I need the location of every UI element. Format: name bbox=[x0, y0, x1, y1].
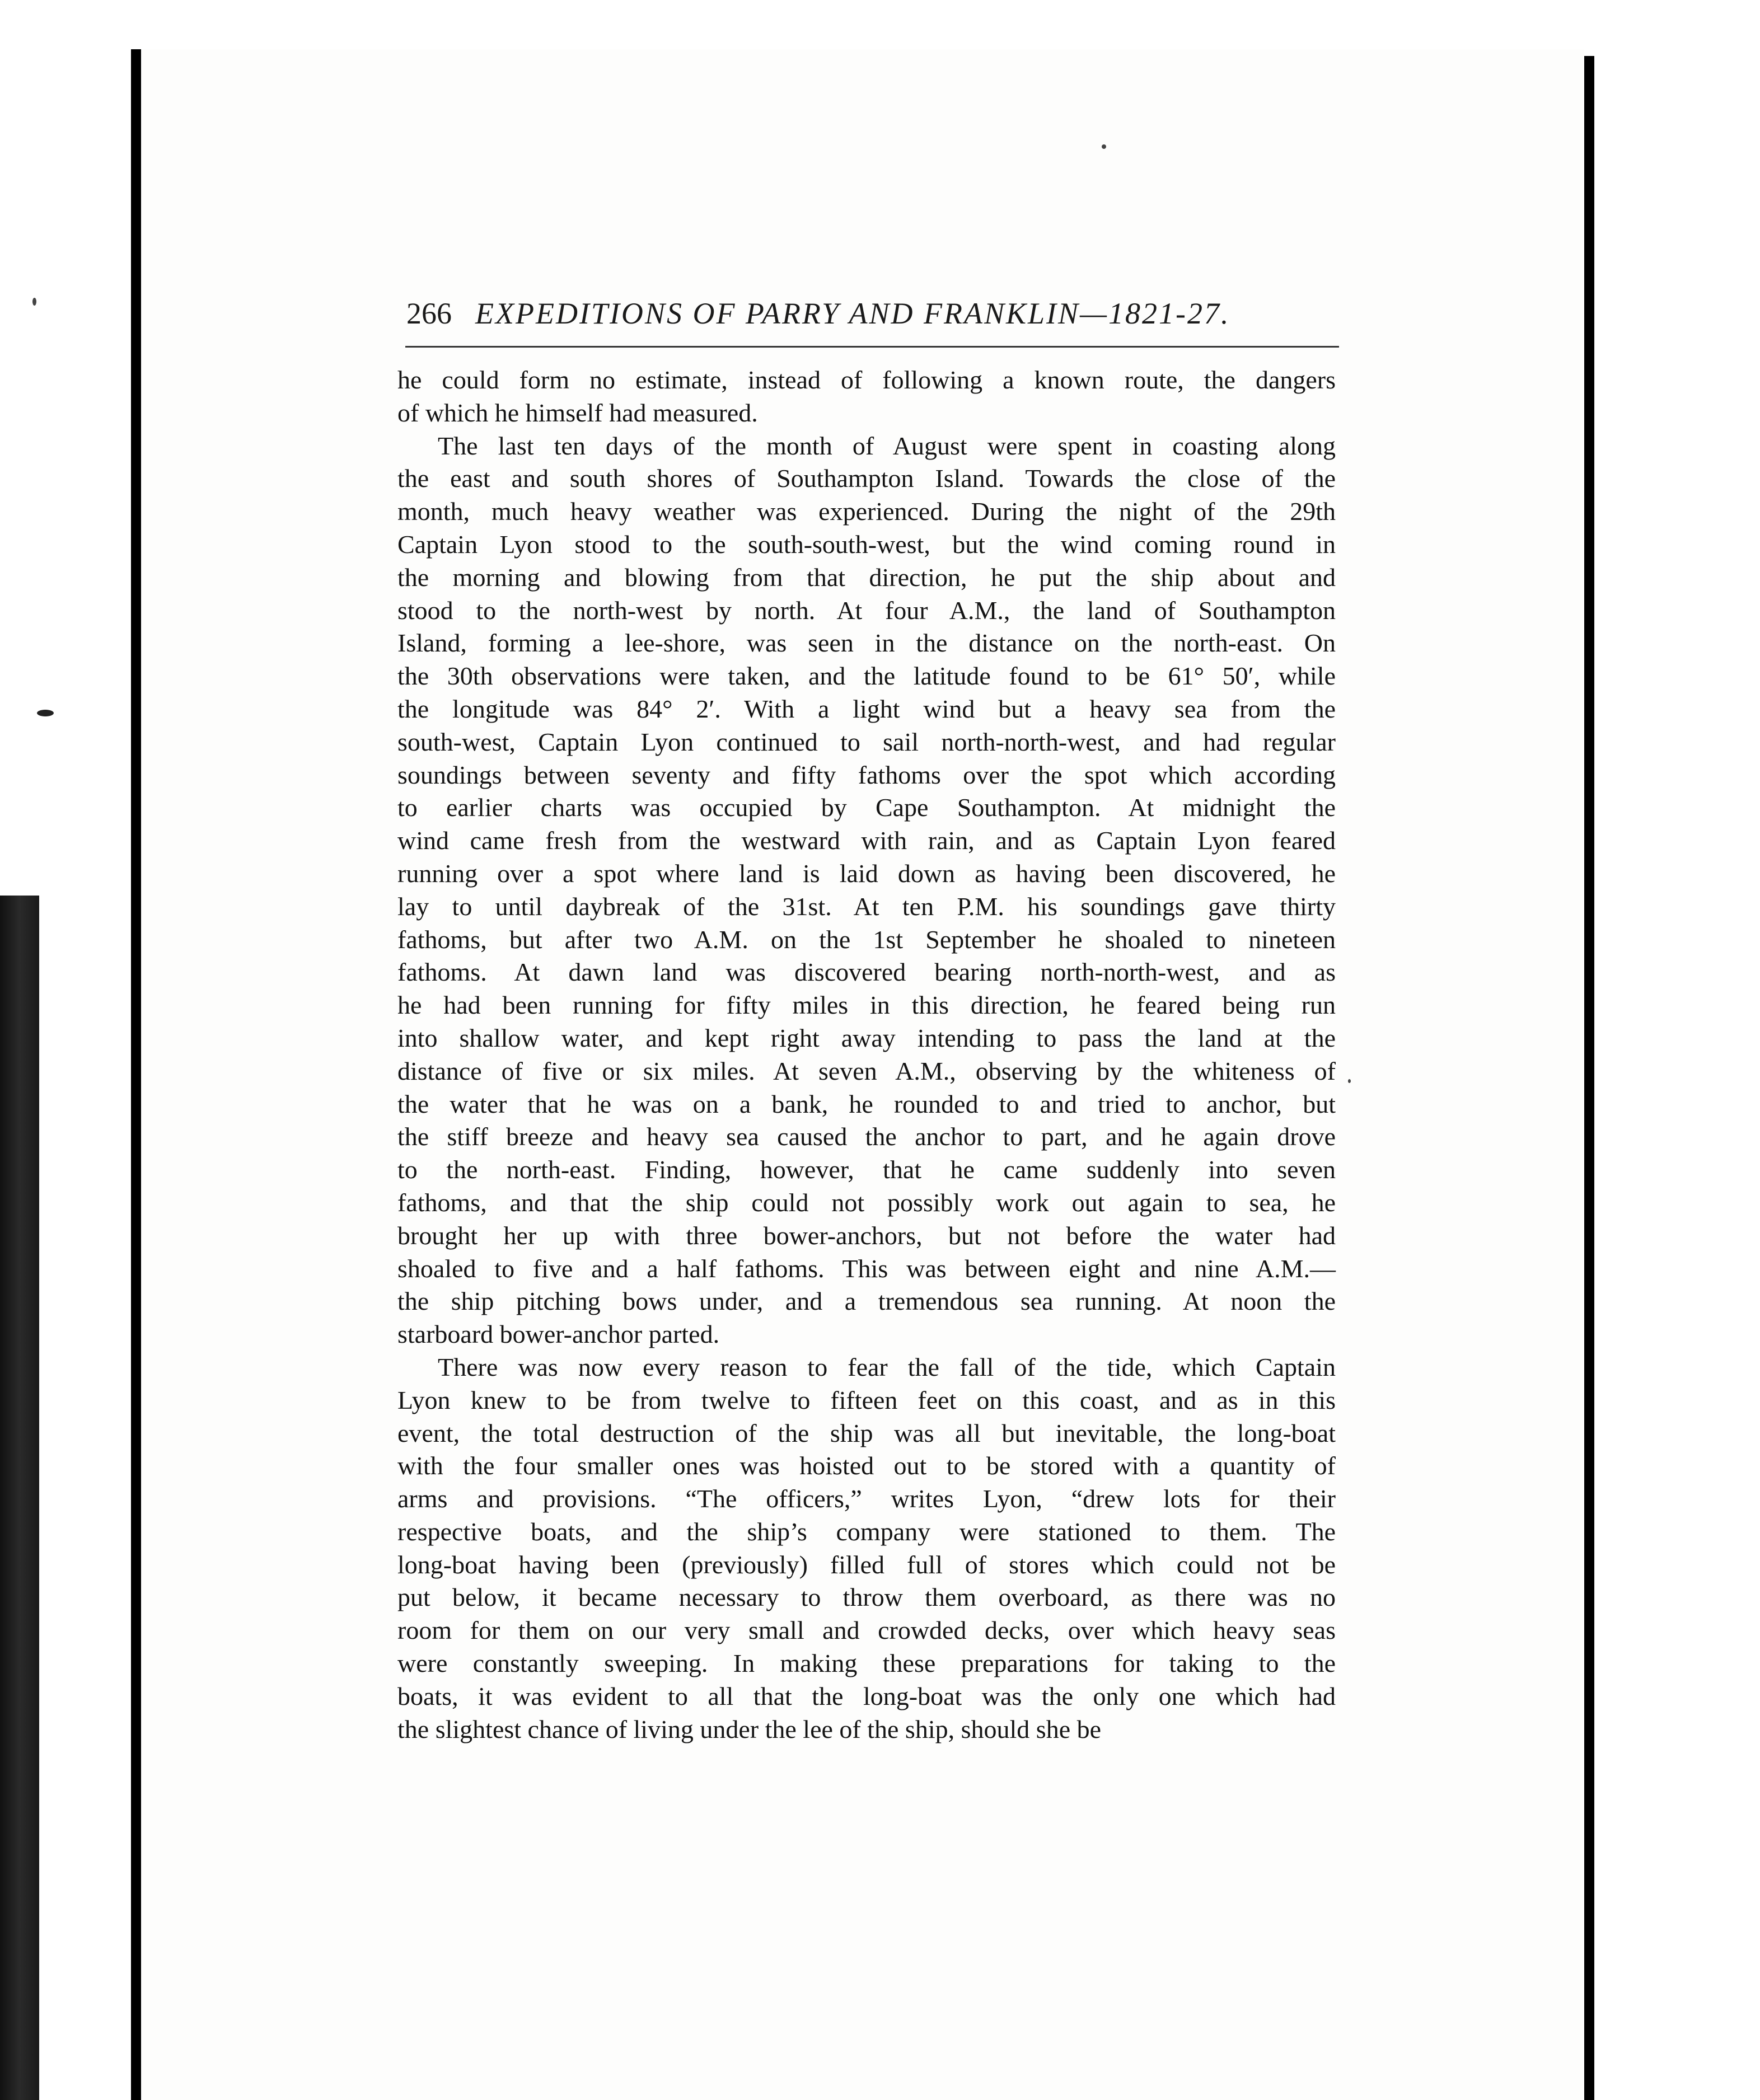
text-line: the water that he was on a bank, he rounded to and tried to anchor, but bbox=[397, 1089, 1336, 1118]
text-line: fathoms, but after two A.M. on the 1st September he shoaled to nineteen bbox=[397, 925, 1336, 954]
text-line: arms and provisions. “The officers,” writes Lyon, “drew lots for their bbox=[397, 1484, 1336, 1513]
body-text bbox=[397, 364, 1336, 1746]
text-line: the 30th observations were taken, and the latitude found to be 61° 50′, while bbox=[397, 662, 1336, 691]
scan-speck bbox=[37, 710, 54, 716]
text-line: the slightest chance of living under the lee of the ship, should she be bbox=[397, 1714, 1102, 1743]
running-title: EXPEDITIONS OF PARRY AND FRANKLIN—1821-27. bbox=[475, 297, 1230, 330]
scan-speck bbox=[32, 298, 36, 306]
text-line: the ship pitching bows under, and a tremendous sea running. At noon the bbox=[397, 1287, 1336, 1316]
text-line: There was now every reason to fear the fall of the tide, which Captain bbox=[438, 1352, 1336, 1381]
scan-speck bbox=[1348, 1079, 1351, 1083]
text-line: he had been running for fifty miles in this direction, he feared being run bbox=[397, 991, 1336, 1020]
text-line: brought her up with three bower-anchors, but not before the water had bbox=[397, 1221, 1336, 1250]
text-line: with the four smaller ones was hoisted out to be stored with a quantity of bbox=[397, 1451, 1336, 1480]
text-line: lay to until daybreak of the 31st. At ten P.M. his soundings gave thirty bbox=[397, 892, 1336, 921]
text-line: distance of five or six miles. At seven A.M., observing by the whiteness of bbox=[397, 1056, 1336, 1085]
text-line: to earlier charts was occupied by Cape Southampton. At midnight the bbox=[397, 793, 1336, 822]
scan-shadow-left bbox=[0, 896, 39, 2100]
text-line: starboard bower-anchor parted. bbox=[397, 1320, 720, 1349]
text-line: wind came fresh from the westward with rain, and as Captain Lyon feared bbox=[397, 826, 1336, 855]
paragraph bbox=[397, 430, 1336, 1351]
text-line: of which he himself had measured. bbox=[397, 398, 758, 427]
text-line: respective boats, and the ship’s company were stationed to them. The bbox=[397, 1517, 1336, 1546]
scan-speck bbox=[1102, 144, 1106, 149]
text-line: The last ten days of the month of August were spent in coasting along bbox=[438, 431, 1336, 460]
text-line: put below, it became necessary to throw them overboard, as there was no bbox=[397, 1583, 1336, 1612]
text-line: the longitude was 84° 2′. With a light wind but a heavy sea from the bbox=[397, 694, 1336, 723]
text-line: the east and south shores of Southampton Island. Towards the close of the bbox=[397, 464, 1336, 493]
text-line: fathoms, and that the ship could not possibly work out again to sea, he bbox=[397, 1188, 1336, 1217]
paragraph bbox=[397, 364, 1336, 430]
adjacent-page-sliver bbox=[1594, 56, 1760, 2100]
text-line: stood to the north-west by north. At four A.M., the land of Southampton bbox=[397, 596, 1336, 625]
text-line: soundings between seventy and fifty fathoms over the spot which according bbox=[397, 760, 1336, 789]
text-line: he could form no estimate, instead of following a known route, the dangers bbox=[397, 365, 1336, 394]
text-line: boats, it was evident to all that the long-boat was the only one which had bbox=[397, 1681, 1336, 1710]
text-line: to the north-east. Finding, however, that he came suddenly into seven bbox=[397, 1155, 1336, 1184]
text-line: fathoms. At dawn land was discovered bearing north-north-west, and as bbox=[397, 958, 1336, 987]
text-line: room for them on our very small and crowded decks, over which heavy seas bbox=[397, 1616, 1336, 1645]
paragraph bbox=[397, 1351, 1336, 1746]
text-line: shoaled to five and a half fathoms. This was between eight and nine A.M.— bbox=[397, 1254, 1336, 1283]
header-rule bbox=[405, 346, 1339, 348]
running-head bbox=[406, 291, 1337, 336]
text-line: long-boat having been (previously) filled full of stores which could not be bbox=[397, 1550, 1336, 1579]
text-line: the stiff breeze and heavy sea caused the anchor to part, and he again drove bbox=[397, 1122, 1336, 1151]
text-line: month, much heavy weather was experienced. During the night of the 29th bbox=[397, 497, 1336, 526]
page-number: 266 bbox=[406, 297, 452, 330]
page-edge-shadow bbox=[1584, 56, 1594, 2100]
text-line: into shallow water, and kept right away intending to pass the land at the bbox=[397, 1023, 1336, 1052]
text-line: were constantly sweeping. In making these preparations for taking to the bbox=[397, 1649, 1336, 1678]
text-line: the morning and blowing from that direction, he put the ship about and bbox=[397, 562, 1336, 592]
text-line: Captain Lyon stood to the south-south-west, but the wind coming round in bbox=[397, 529, 1336, 559]
text-line: Island, forming a lee-shore, was seen in the distance on the north-east. On bbox=[397, 629, 1336, 658]
book-spine-shadow bbox=[131, 49, 141, 2100]
text-line: running over a spot where land is laid down as having been discovered, he bbox=[397, 859, 1336, 888]
text-line: event, the total destruction of the ship was all but inevitable, the long-boat bbox=[397, 1418, 1336, 1447]
text-line: south-west, Captain Lyon continued to sail north-north-west, and had regular bbox=[397, 727, 1336, 756]
text-line: Lyon knew to be from twelve to fifteen feet on this coast, and as in this bbox=[397, 1385, 1336, 1414]
